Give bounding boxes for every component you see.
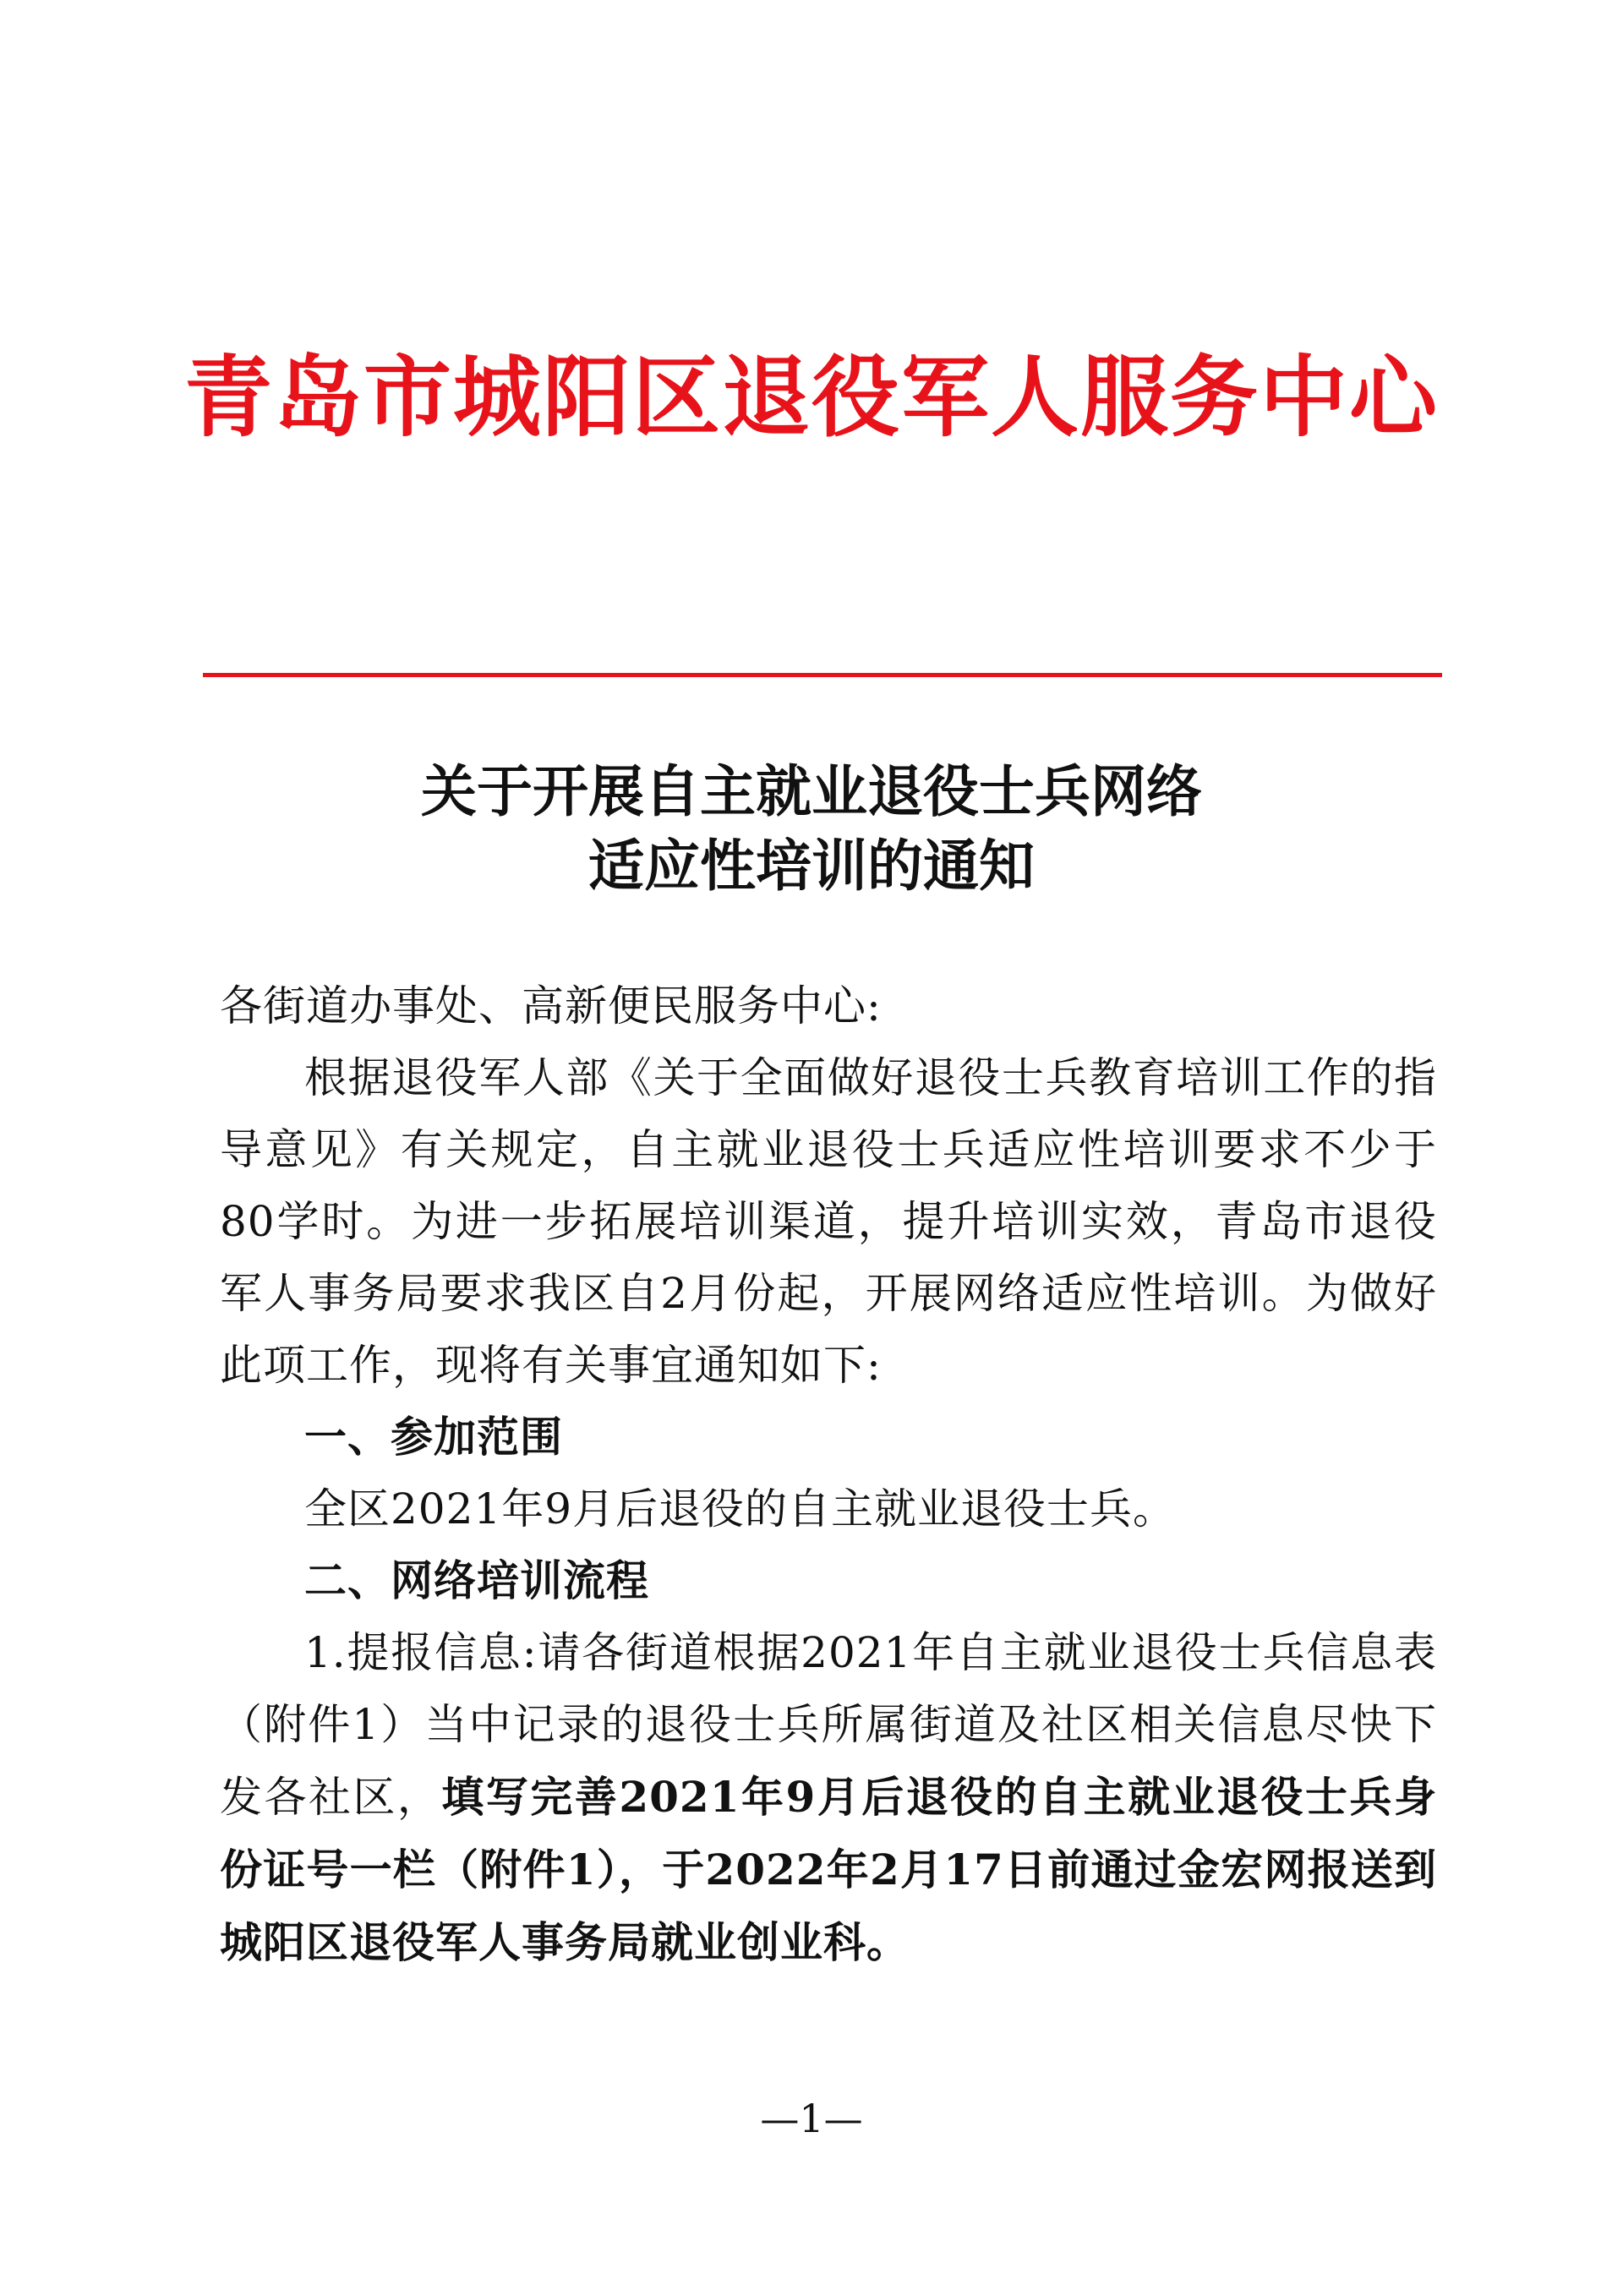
section-1-text: 全区2021年9月后退役的自主就业退役士兵。 — [304, 1484, 1177, 1533]
document-title — [0, 754, 1623, 903]
masthead: 青岛市城阳区退役军人服务中心 — [183, 346, 1439, 449]
salutation: 各街道办事处、高新便民服务中心: — [220, 981, 882, 1030]
title-line-2: 适应性培训的通知 — [588, 833, 1035, 899]
item-1-bold-text: 填写完善2021年9月后退役的自主就业退役士兵身份证号一栏（附件1），于2022年2月17日前通过金宏网报送到城阳区退役军人事务局就业创业科。 — [220, 1772, 1438, 1967]
item-1-normal-text: 1.提报信息:请各街道根据2021年自主就业退役士兵信息表（附件1）当中记录的退役士兵所属街道及社区相关信息尽快下发各社区， — [220, 1628, 1437, 1822]
section-2-item-1 — [220, 1617, 1437, 1979]
title-line-1: 关于开展自主就业退役士兵网络 — [421, 758, 1202, 824]
section-2-heading: 二、网络培训流程 — [304, 1556, 649, 1605]
document-body — [220, 970, 1437, 1979]
intro-paragraph: 根据退役军人部《关于全面做好退役士兵教育培训工作的指导意见》有关规定，自主就业退役士兵适应性培训要求不少于80学时。为进一步拓展培训渠道，提升培训实效，青岛市退役军人事务局要求我区自2月份起，开展网络适应性培训。为做好此项工作，现将有关事宜通知如下: — [220, 1053, 1437, 1390]
section-1-heading: 一、参加范围 — [304, 1413, 563, 1462]
red-divider-line — [203, 673, 1442, 677]
page-number: —1— — [760, 2096, 863, 2141]
